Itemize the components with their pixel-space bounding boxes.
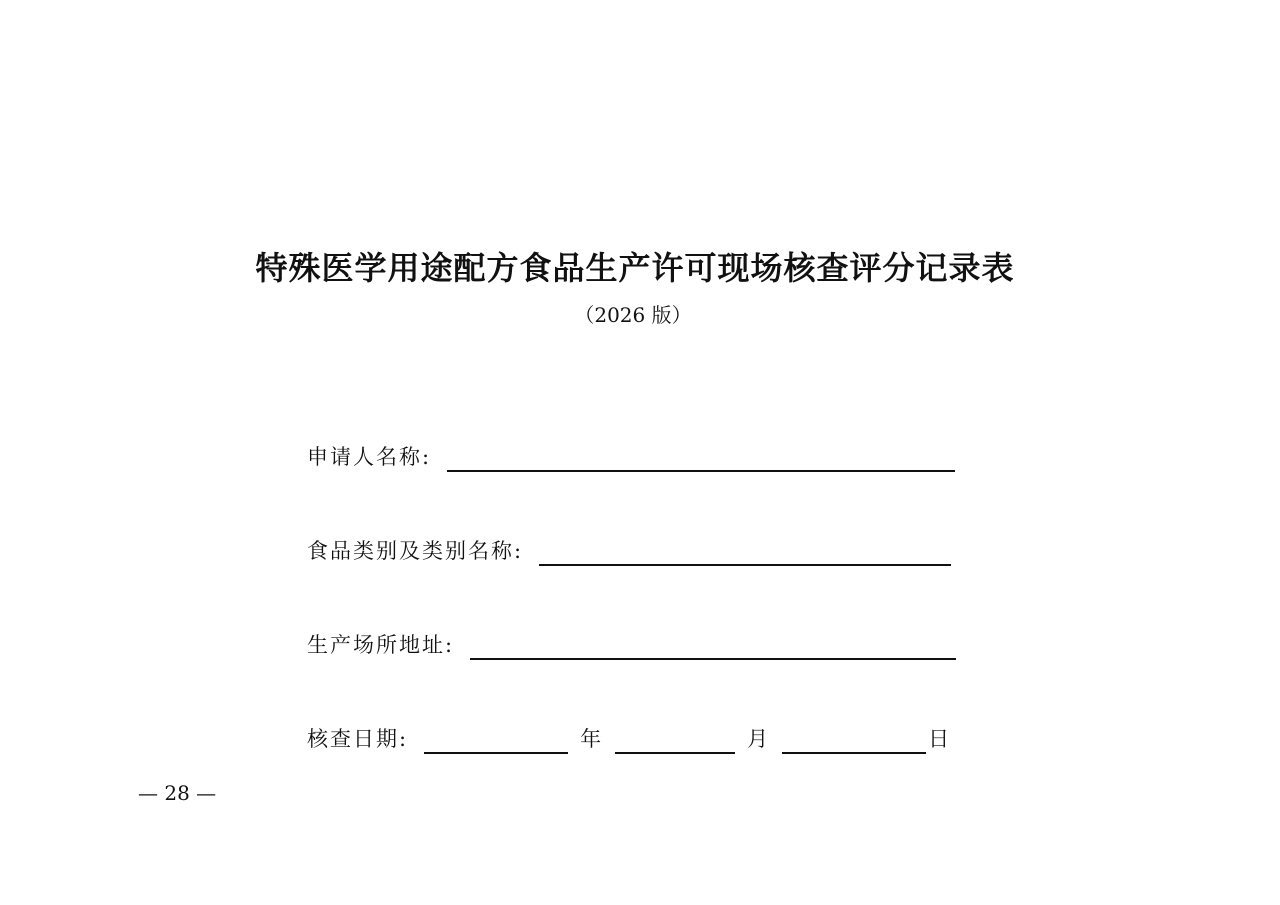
food-category-row: [307, 530, 951, 566]
production-address-field[interactable]: [470, 636, 956, 660]
production-address-row: [307, 624, 956, 660]
document-title: 特殊医学用途配方食品生产许可现场核查评分记录表: [255, 249, 1015, 287]
document-version: （2026 版）: [574, 303, 692, 327]
page-number: — 28 —: [138, 781, 217, 805]
year-unit-label: 年: [580, 727, 604, 751]
inspection-date-row: [307, 718, 963, 754]
inspection-date-label: 核查日期:: [307, 727, 409, 751]
month-unit-label: 月: [747, 727, 771, 751]
inspection-year-field[interactable]: [424, 730, 568, 754]
food-category-field[interactable]: [539, 542, 951, 566]
production-address-label: 生产场所地址:: [307, 633, 455, 657]
applicant-name-field[interactable]: [447, 448, 955, 472]
inspection-day-field[interactable]: [782, 730, 926, 754]
applicant-name-row: [307, 436, 955, 472]
inspection-month-field[interactable]: [615, 730, 735, 754]
applicant-name-label: 申请人名称:: [307, 445, 432, 469]
day-unit-label: 日: [928, 727, 952, 751]
food-category-label: 食品类别及类别名称:: [307, 539, 524, 563]
